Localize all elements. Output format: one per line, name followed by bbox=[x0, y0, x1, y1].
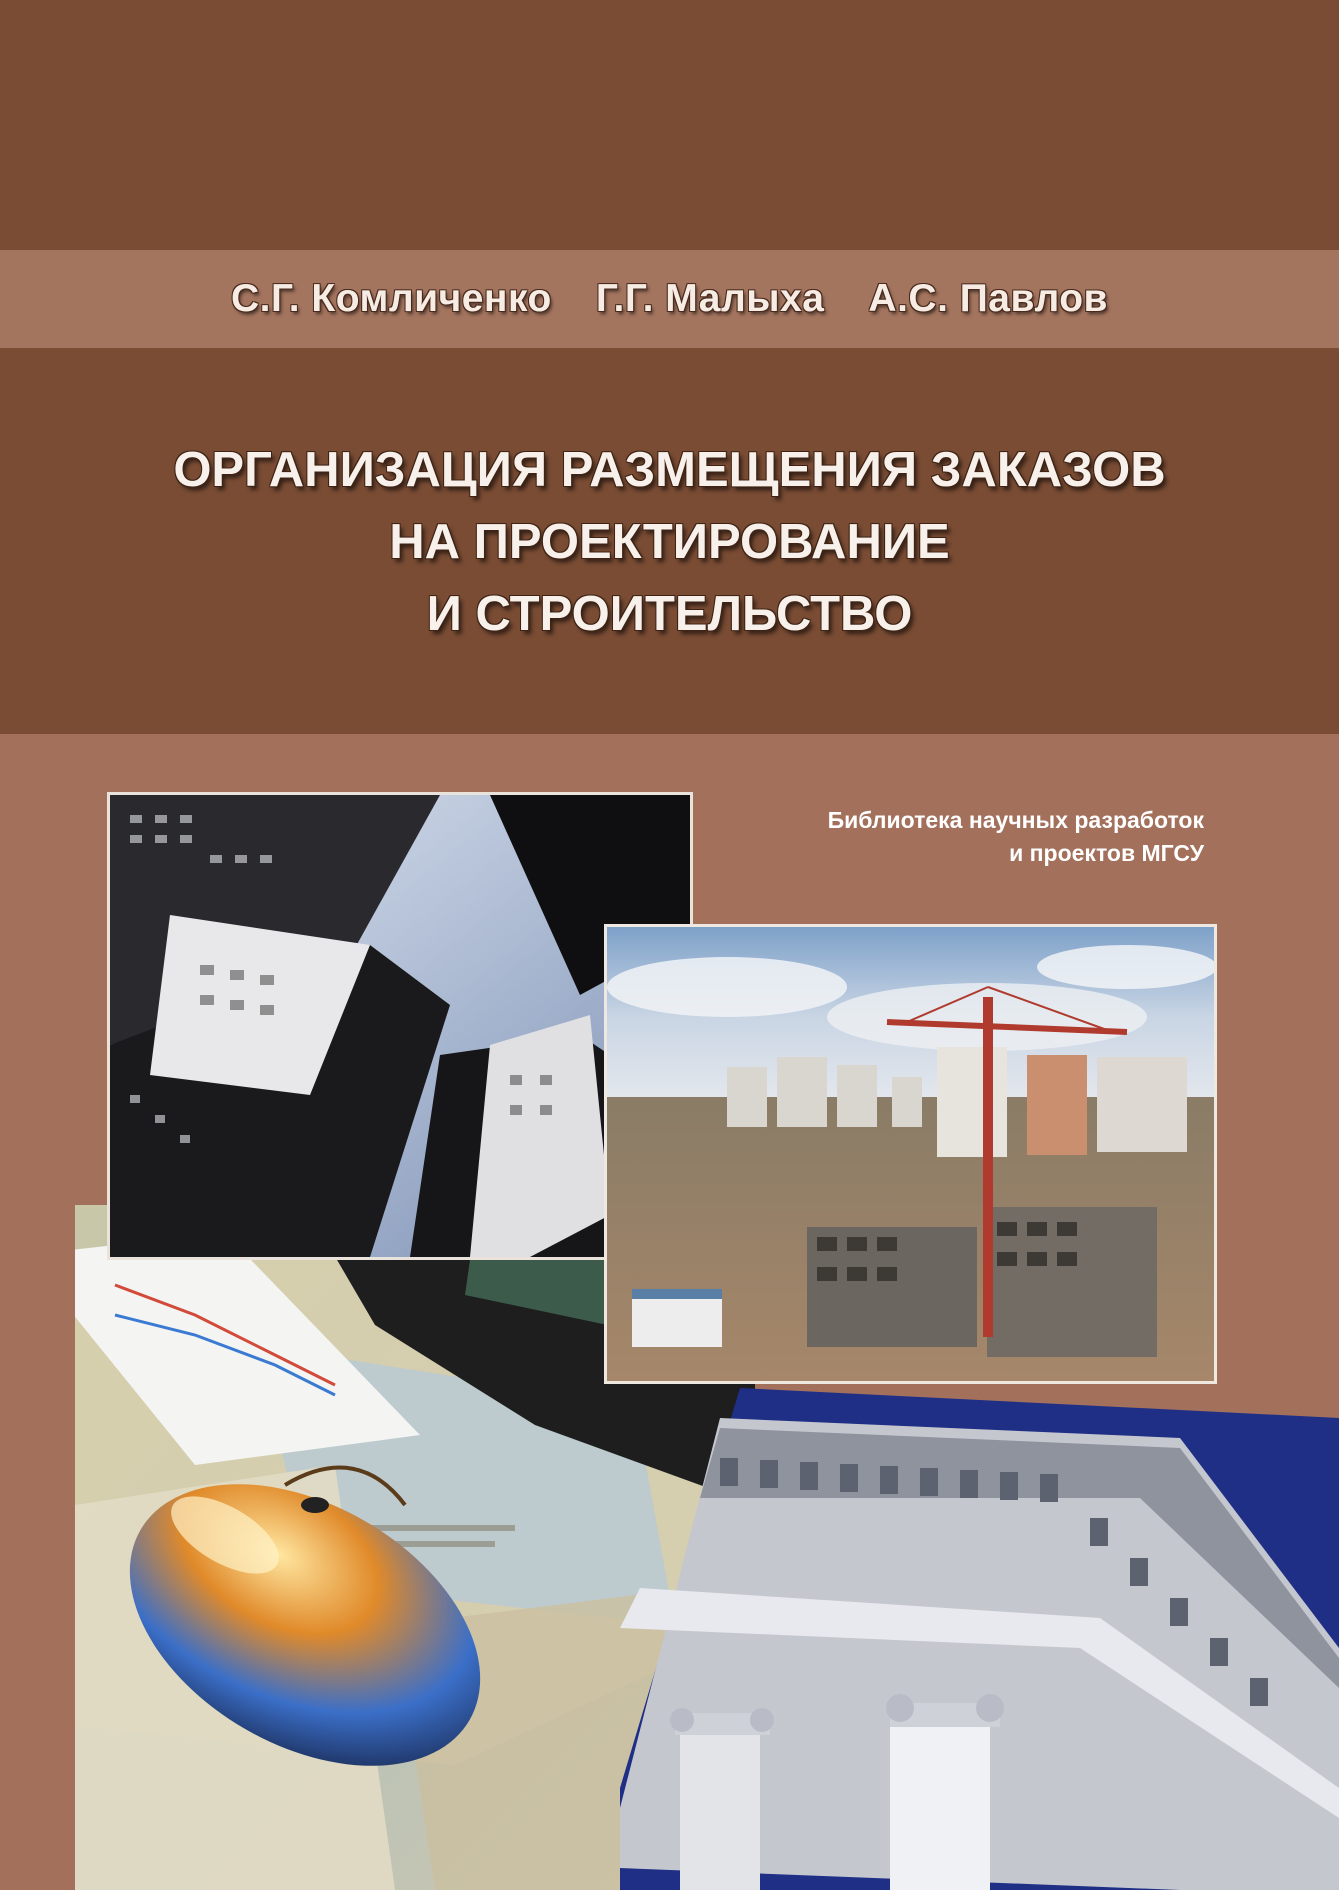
series-label bbox=[700, 804, 1204, 870]
neoclassical-columns-photo bbox=[620, 1388, 1339, 1890]
title-line-1: ОРГАНИЗАЦИЯ РАЗМЕЩЕНИЯ ЗАКАЗОВ bbox=[173, 443, 1166, 497]
construction-site-photo bbox=[604, 924, 1217, 1384]
book-title bbox=[0, 434, 1339, 650]
author-2: Г.Г. Малыха bbox=[595, 277, 825, 320]
series-line-2: и проектов МГСУ bbox=[1009, 840, 1204, 866]
top-band bbox=[0, 0, 1339, 250]
authors bbox=[0, 250, 1339, 348]
title-line-2: НА ПРОЕКТИРОВАНИЕ bbox=[389, 515, 950, 569]
series-line-1: Библиотека научных разработок bbox=[827, 807, 1204, 833]
author-3: А.С. Павлов bbox=[868, 277, 1108, 320]
author-1: С.Г. Комличенко bbox=[230, 277, 552, 320]
authors-band bbox=[0, 250, 1339, 348]
title-band bbox=[0, 348, 1339, 734]
title-line-3: И СТРОИТЕЛЬСТВО bbox=[426, 587, 913, 641]
